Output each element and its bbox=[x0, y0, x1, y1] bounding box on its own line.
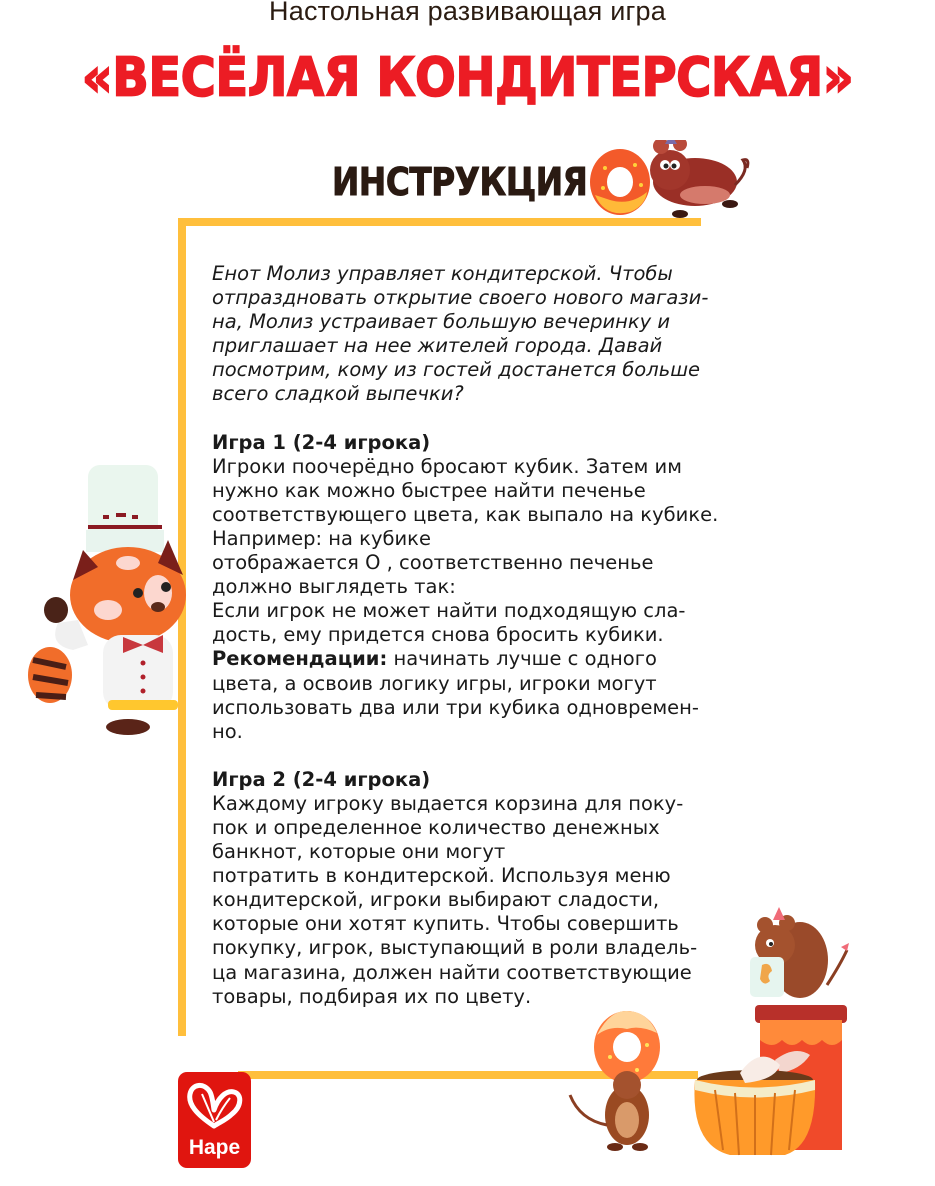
recommendation-label: Рекомендации: bbox=[212, 647, 388, 671]
hape-logo bbox=[178, 1072, 251, 1168]
game-subtitle: Настольная развивающая игра bbox=[269, 0, 666, 26]
game1-line: Например: на кубике bbox=[212, 526, 431, 550]
game2-line: товары, подбирая их по цвету. bbox=[212, 984, 532, 1008]
game1-line: нужно как можно быстрее найти печенье bbox=[212, 478, 646, 502]
intro-line: Енот Молиз управляет кондитерской. Чтобы bbox=[212, 262, 673, 285]
game2-line: покупку, игрок, выступающий в роли владель- bbox=[212, 936, 698, 960]
logo-text: Hape bbox=[188, 1136, 241, 1159]
game1-line: соответствующего цвета, как выпало на кубике. bbox=[212, 502, 719, 526]
section-title: ИНСТРУКЦИЯ bbox=[332, 160, 588, 204]
game1-line: Игроки поочерёдно бросают кубик. Затем им bbox=[212, 454, 682, 478]
game2-heading: Игра 2 (2-4 игрока) bbox=[212, 767, 431, 791]
heart-leaf-icon bbox=[186, 1080, 243, 1130]
red-panda-chef-illustration-icon bbox=[28, 445, 188, 735]
mouse-donut-illustration-icon bbox=[585, 140, 755, 220]
game1-line: но. bbox=[212, 719, 243, 743]
recommendation-text: начинать лучше с одного bbox=[387, 647, 657, 671]
game2-line: ца магазина, должен найти соответствующие bbox=[212, 960, 692, 984]
bakery-mice-illustration-icon bbox=[565, 905, 885, 1160]
game2-line: которые они хотят купить. Чтобы совершить bbox=[212, 912, 679, 936]
instruction-text bbox=[212, 262, 772, 1009]
intro-line: отпраздновать открытие своего нового магази- bbox=[212, 286, 709, 310]
recommendation-line bbox=[212, 647, 772, 671]
game1-line: цвета, а освоив логику игры, игроки могут bbox=[212, 671, 657, 695]
game1-line: Если игрок не может найти подходящую сла- bbox=[212, 599, 686, 623]
game-title: «ВЕСЁЛАЯ КОНДИТЕРСКАЯ» bbox=[81, 46, 854, 109]
game1-line: отображается О , соответственно печенье bbox=[212, 551, 654, 575]
game2-line: потратить в кондитерской. Используя меню bbox=[212, 864, 671, 888]
game1-line: дость, ему придется снова бросить кубики. bbox=[212, 623, 664, 647]
game1-section bbox=[212, 431, 772, 744]
game1-heading: Игра 1 (2-4 игрока) bbox=[212, 430, 431, 454]
game1-line: использовать два или три кубика одновремен- bbox=[212, 695, 699, 719]
intro-line: всего сладкой выпечки? bbox=[212, 382, 464, 406]
game1-line: должно выглядеть так: bbox=[212, 575, 456, 599]
intro-line: посмотрим, кому из гостей достанется больше bbox=[212, 358, 701, 382]
intro-paragraph bbox=[212, 262, 772, 407]
intro-line: на, Молиз устраивает большую вечеринку и bbox=[212, 310, 671, 334]
game2-line: банкнот, которые они могут bbox=[212, 840, 506, 864]
game2-line: Каждому игроку выдается корзина для поку- bbox=[212, 791, 684, 815]
game2-line: пок и определенное количество денежных bbox=[212, 815, 660, 839]
frame-top-border bbox=[178, 218, 701, 226]
game2-line: кондитерской, игроки выбирают сладости, bbox=[212, 888, 660, 912]
intro-line: приглашает на нее жителей города. Давай bbox=[212, 334, 663, 358]
